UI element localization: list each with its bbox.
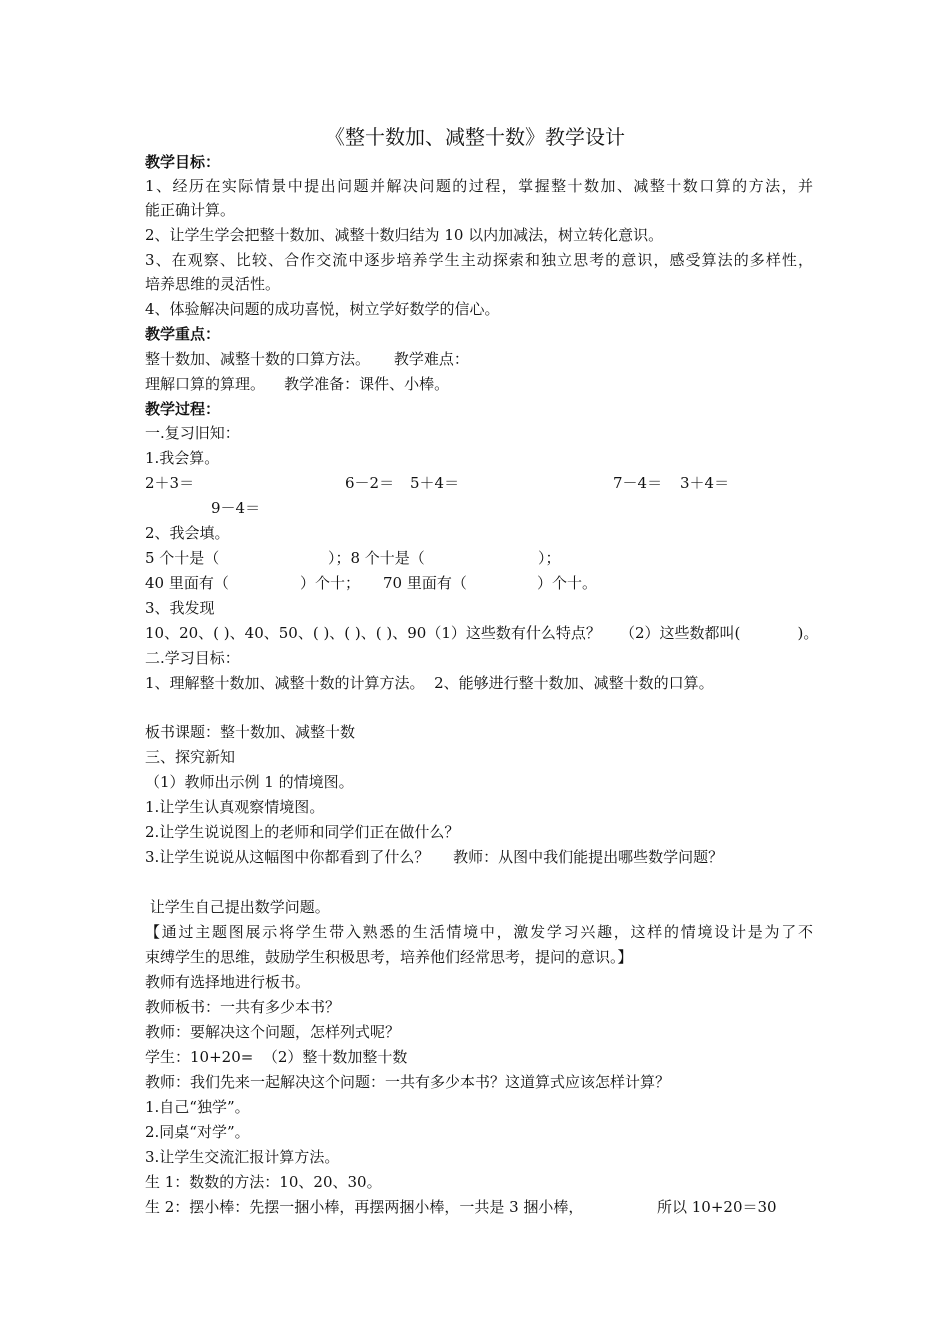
step-1: 1.让学生认真观察情境图。 (145, 798, 325, 816)
ask-question: 让学生自己提出数学问题。 (145, 898, 330, 916)
teacher-line-4: 教师：我们先来一起解决这个问题：一共有多少本书？这道算式应该怎样计算？ (145, 1073, 671, 1091)
fill-1b: ）；8 个十是（ (328, 549, 425, 567)
calc-expr-4: 7－4＝ (613, 474, 663, 492)
example-1: （1）教师出示例 1 的情境图。 (145, 773, 354, 791)
document-title: 《整十数加、减整十数》教学设计 (325, 125, 625, 149)
calc-expr-3: 5＋4＝ (410, 474, 460, 492)
teacher-line-3: 教师：要解决这个问题，怎样列式呢？ (145, 1023, 401, 1041)
method-1: 1.自己“独学”。 (145, 1098, 250, 1116)
key-heading: 教学重点： (145, 325, 221, 343)
fill-title: 2、我会填。 (145, 524, 230, 542)
student-line: 学生：10+20= （2）整十数加整十数 (145, 1048, 408, 1066)
find-line: 10、20、( )、40、50、( )、( )、( )、90（1）这些数有什么特点？ （2）这些数都叫( )。 (145, 624, 819, 642)
fill-2c: 70 里面有（ (383, 574, 467, 592)
goal-1-cont: 能正确计算。 (145, 201, 236, 219)
objective-line: 1、理解整十数加、减整十数的计算方法。 2、能够进行整十数加、减整十数的口算。 (145, 674, 714, 692)
student-2-result: 所以 10+20＝30 (657, 1198, 777, 1216)
fill-row-1 (145, 546, 813, 570)
fill-2a: 40 里面有（ (145, 574, 229, 592)
key-line-2: 理解口算的算理。 教学准备：课件、小棒。 (145, 375, 450, 393)
design-note-cont: 束缚学生的思维，鼓励学生积极思考，培养他们经常思考，提问的意识。】 (145, 948, 633, 966)
student-2-text: 生 2：摆小棒：先摆一捆小棒，再摆两捆小棒，一共是 3 捆小棒， (145, 1198, 584, 1216)
goal-3-cont: 培养思维的灵活性。 (145, 275, 281, 293)
process-heading: 教学过程： (145, 400, 221, 418)
goal-4: 4、体验解决问题的成功喜悦，树立学好数学的信心。 (145, 300, 500, 318)
student-2-answer (145, 1195, 813, 1219)
goal-2: 2、让学生学会把整十数加、减整十数归结为 10 以内加减法，树立转化意识。 (145, 226, 664, 244)
method-2: 2.同桌“对学”。 (145, 1123, 250, 1141)
design-note: 【通过主题图展示将学生带入熟悉的生活情境中，激发学习兴趣，这样的情境设计是为了不 (145, 923, 813, 941)
fill-row-2 (145, 571, 813, 595)
fill-1a: 5 个十是（ (145, 549, 220, 567)
objective-title: 二.学习目标： (145, 649, 240, 667)
fill-2d: ）个十。 (537, 574, 598, 592)
student-1-answer: 生 1：数数的方法：10、20、30。 (145, 1173, 382, 1191)
explore-title: 三、探究新知 (145, 748, 236, 766)
fill-1c: ）； (538, 549, 561, 567)
teacher-line-1: 教师有选择地进行板书。 (145, 973, 311, 991)
board-topic: 板书课题：整十数加、减整十数 (145, 723, 356, 741)
calc-expr-5: 3＋4＝ (680, 474, 730, 492)
step-3: 3.让学生说说从这幅图中你都看到了什么？ 教师：从图中我们能提出哪些数学问题？ (145, 848, 724, 866)
goal-3: 3、在观察、比较、合作交流中逐步培养学生主动探索和独立思考的意识，感受算法的多样性， (145, 251, 813, 269)
calc-expr-1: 2＋3＝ (145, 474, 195, 492)
goal-1: 1、经历在实际情景中提出问题并解决问题的过程，掌握整十数加、减整十数口算的方法，并 (145, 177, 813, 195)
calc-expr-2: 6－2＝ (345, 474, 395, 492)
method-3: 3.让学生交流汇报计算方法。 (145, 1148, 340, 1166)
calc-expr-6: 9－4＝ (211, 499, 261, 517)
review-title: 一.复习旧知： (145, 424, 240, 442)
calc-row-1 (145, 471, 813, 495)
fill-2b: ）个十； (300, 574, 361, 592)
goals-heading: 教学目标： (145, 153, 221, 171)
step-2: 2.让学生说说图上的老师和同学们正在做什么？ (145, 823, 460, 841)
calc-title: 1.我会算。 (145, 449, 220, 467)
key-line-1: 整十数加、减整十数的口算方法。 教学难点： (145, 350, 469, 368)
teacher-line-2: 教师板书：一共有多少本书？ (145, 998, 341, 1016)
calc-row-2 (145, 496, 813, 520)
find-title: 3、我发现 (145, 599, 215, 617)
